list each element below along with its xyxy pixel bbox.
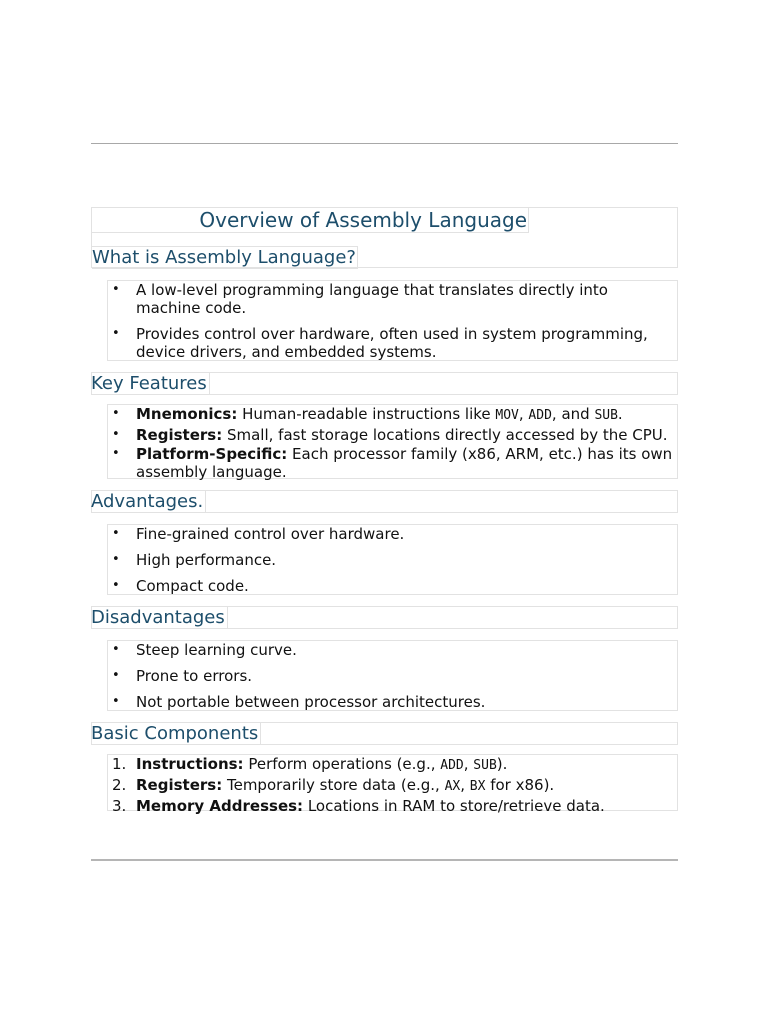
list-item: 2. Registers: Temporarily store data (e.g., AX, BX for x86). <box>112 776 555 794</box>
section-advantages <box>91 490 678 513</box>
list-item: • Provides control over hardware, often used in system programming, device drivers, and embedded systems. <box>112 325 648 361</box>
section-disadvantages <box>91 606 678 629</box>
list-number: 3. <box>112 797 127 815</box>
bullet-icon: • <box>112 446 120 461</box>
top-rule <box>91 143 678 144</box>
section-basic-components <box>91 722 678 745</box>
bullet-icon: • <box>112 578 120 593</box>
list-item: • Registers: Small, fast storage locations directly accessed by the CPU. <box>112 426 668 444</box>
heading-basic-components: Basic Components <box>91 723 261 744</box>
what-list <box>107 280 678 361</box>
advantages-list <box>107 524 678 595</box>
bullet-icon: • <box>112 552 120 567</box>
bottom-rule <box>91 859 678 861</box>
bullet-icon: • <box>112 526 120 541</box>
components-list <box>107 754 678 815</box>
list-item: • Steep learning curve. <box>112 641 297 659</box>
heading-what-is: What is Assembly Language? <box>92 247 356 268</box>
bullet-icon: • <box>112 668 120 683</box>
bullet-icon: • <box>112 406 120 421</box>
list-item: 1. Instructions: Perform operations (e.g., ADD, SUB). <box>112 755 508 773</box>
bullet-icon: • <box>112 282 120 297</box>
disadvantages-list <box>107 640 678 711</box>
list-item: • Platform-Specific: Each processor family (x86, ARM, etc.) has its own assembly language. <box>112 445 673 481</box>
page-title: Overview of Assembly Language <box>92 208 529 233</box>
list-item: • Prone to errors. <box>112 667 253 685</box>
list-number: 1. <box>112 755 127 773</box>
document-body <box>91 207 678 815</box>
list-item: 3. Memory Addresses: Locations in RAM to store/retrieve data. <box>112 797 605 815</box>
list-item: • High performance. <box>112 551 277 569</box>
list-item: • Not portable between processor architectures. <box>112 693 486 711</box>
list-item: • Fine-grained control over hardware. <box>112 525 405 543</box>
heading-advantages: Advantages. <box>91 491 206 512</box>
heading-disadvantages: Disadvantages <box>91 607 228 628</box>
features-list <box>107 404 678 479</box>
list-item: • Compact code. <box>112 577 249 595</box>
header-block <box>91 207 678 268</box>
bullet-icon: • <box>112 694 120 709</box>
list-number: 2. <box>112 776 127 794</box>
heading-key-features: Key Features <box>91 373 210 394</box>
list-item: • Mnemonics: Human-readable instructions like MOV, ADD, and SUB. <box>112 405 623 423</box>
bullet-icon: • <box>112 642 120 657</box>
list-item: • A low-level programming language that translates directly into machine code. <box>112 281 608 317</box>
bullet-icon: • <box>112 427 120 442</box>
section-key-features <box>91 372 678 395</box>
bullet-icon: • <box>112 326 120 341</box>
